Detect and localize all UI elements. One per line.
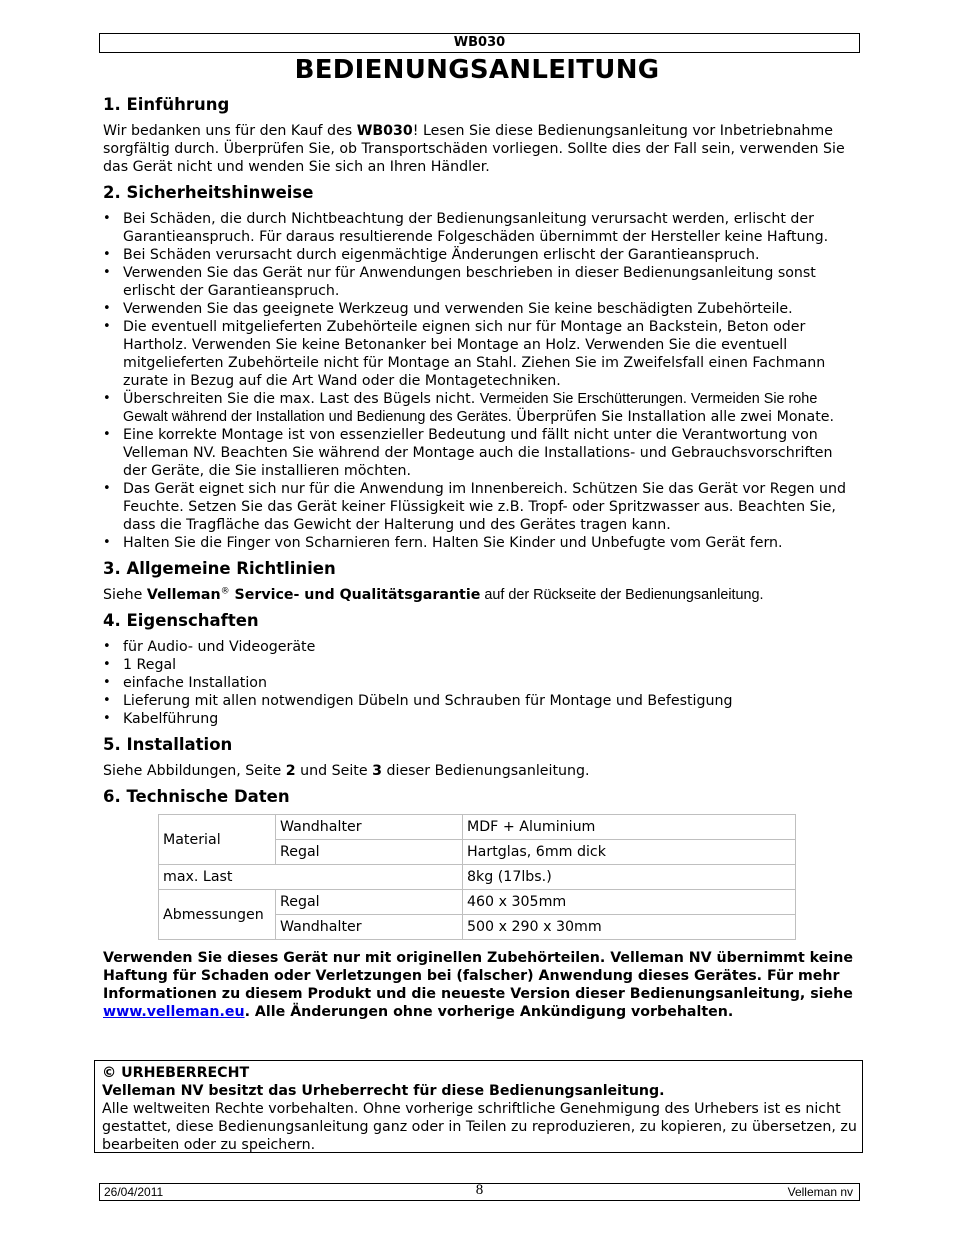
section-safety bbox=[103, 182, 855, 552]
list-item: • Das Gerät eignet sich nur für die Anwendung im Innenbereich. Schützen Sie das Gerät vor Regen und Feuchte. Setzen Sie das Gerät keiner Flüssigkeit wie z.B. Tropf- oder Spritzwasser aus. Beachten Sie, dass die Tragfläche das Gewicht der Halterung und des Gerätes tragen kann. bbox=[103, 480, 855, 534]
specs-table bbox=[158, 814, 796, 940]
section-specs bbox=[103, 786, 855, 940]
page-ref: 2 bbox=[285, 763, 296, 779]
list-item: • Die eventuell mitgelieferten Zubehörteile eignen sich nur für Montage an Backstein, Beton oder Hartholz. Verwenden Sie keine Betonanker bei Montage an Holz. Verwenden Sie die eventuell mitgelieferten Zubehörteile nicht für Montage an Stahl. Ziehen Sie im Zweifelsfall einen Fachmann zurate in Bezug auf die Art Wand oder die Montagetechniken. bbox=[103, 318, 855, 390]
table-cell: 500 x 290 x 30mm bbox=[463, 915, 796, 940]
list-item-text: Vermeiden Sie Erschütterungen. Vermeiden Sie rohe Gewalt während der Installation und Bedienung des Gerätes. bbox=[123, 391, 818, 425]
safety-list bbox=[103, 210, 855, 552]
intro-text-part: Wir bedanken uns für den Kauf des bbox=[103, 123, 357, 139]
list-item: • Bei Schäden verursacht durch eigenmächtige Änderungen erlischt der Garantieanspruch. bbox=[103, 246, 855, 264]
table-cell: Material bbox=[159, 815, 276, 865]
intro-text-part: ! Lesen Sie diese Bedienungsanleitung vor Inbetriebnahme sorgfältig durch. Überprüfen Sie, ob Transportschäden vorliegen. Sollte dies der Fall sein, verwenden Sie das Gerät nicht und wenden Sie sich an Ihren Händler. bbox=[103, 123, 845, 175]
table-cell: Abmessungen bbox=[159, 890, 276, 940]
intro-model: WB030 bbox=[356, 123, 413, 139]
list-item: • Eine korrekte Montage ist von essenzieller Bedeutung und fällt nicht unter die Verantwortung von Velleman NV. Beachten Sie während der Montage auch die Installations- und Gebrauchsvorschriften der Geräte, die Sie installieren möchten. bbox=[103, 426, 855, 480]
installation-text-part: und Seite bbox=[295, 763, 373, 779]
copyright-text: Alle weltweiten Rechte vorbehalten. Ohne vorherige schriftliche Genehmigung des Urhebers ist es nicht gestattet, diese Bedienungsanleitung ganz oder in Teilen zu reproduzieren, zu kopieren, zu übersetzen, zu bearbeiten oder zu speichern. bbox=[102, 1101, 857, 1153]
table-cell: MDF + Aluminium bbox=[463, 815, 796, 840]
header-model: WB030 bbox=[99, 33, 860, 53]
section-heading: 3. Allgemeine Richtlinien bbox=[103, 559, 336, 578]
velleman-website-link[interactable]: www.velleman.eu bbox=[103, 1004, 245, 1020]
footer bbox=[99, 1183, 860, 1201]
copyright-box bbox=[94, 1060, 863, 1153]
table-cell: Wandhalter bbox=[276, 815, 463, 840]
footer-company: Velleman nv bbox=[787, 1185, 853, 1199]
notice-text: Verwenden Sie dieses Gerät nur mit originellen Zubehörteilen. Velleman NV übernimmt keine Haftung für Schaden oder Verletzungen bei (falscher) Anwendung dieses Gerätes. Für mehr Informationen zu diesem Produkt und die neueste Version dieser Bedienungsanleitung, siehe bbox=[103, 950, 853, 1002]
usage-notice bbox=[103, 949, 855, 1021]
table-row bbox=[159, 890, 796, 915]
section-heading: 5. Installation bbox=[103, 735, 233, 754]
copyright-title: © URHEBERRECHT bbox=[102, 1065, 250, 1081]
list-item: • für Audio- und Videogeräte bbox=[103, 638, 855, 656]
list-item: • Verwenden Sie das Gerät nur für Anwendungen beschrieben in dieser Bedienungsanleitung sonst erlischt der Garantieanspruch. bbox=[103, 264, 855, 300]
section-features bbox=[103, 610, 855, 728]
features-list bbox=[103, 638, 855, 728]
section-heading: 1. Einführung bbox=[103, 95, 230, 114]
general-text-part: Siehe bbox=[103, 587, 147, 603]
list-item: • Lieferung mit allen notwendigen Dübeln und Schrauben für Montage und Befestigung bbox=[103, 692, 855, 710]
section-heading: 4. Eigenschaften bbox=[103, 611, 259, 630]
table-row bbox=[159, 815, 796, 840]
footer-date: 26/04/2011 bbox=[104, 1185, 164, 1199]
general-text-part: auf der Rückseite der Bedienungsanleitung. bbox=[480, 587, 764, 603]
installation-text bbox=[103, 762, 855, 780]
section-general bbox=[103, 558, 855, 604]
table-cell: max. Last bbox=[159, 865, 463, 890]
list-item: • 1 Regal bbox=[103, 656, 855, 674]
page-number: 8 bbox=[475, 1182, 484, 1198]
page-ref: 3 bbox=[372, 763, 382, 779]
table-cell: Regal bbox=[276, 890, 463, 915]
table-cell: 460 x 305mm bbox=[463, 890, 796, 915]
table-cell: 8kg (17lbs.) bbox=[463, 865, 796, 890]
section-intro bbox=[103, 94, 855, 176]
general-text bbox=[103, 586, 855, 604]
table-row bbox=[159, 865, 796, 890]
table-cell: Hartglas, 6mm dick bbox=[463, 840, 796, 865]
copyright-subtitle: Velleman NV besitzt das Urheberrecht für diese Bedienungsanleitung. bbox=[102, 1083, 665, 1099]
content bbox=[103, 94, 855, 1021]
page-title: BEDIENUNGSANLEITUNG bbox=[294, 55, 660, 85]
list-item: • Verwenden Sie das geeignete Werkzeug und verwenden Sie keine beschädigten Zubehörteile. bbox=[103, 300, 855, 318]
list-item-text: Überschreiten Sie die max. Last des Bügels nicht. bbox=[123, 391, 480, 407]
registered-mark: ® bbox=[220, 586, 230, 597]
notice-text: . Alle Änderungen ohne vorherige Ankündigung vorbehalten. bbox=[244, 1004, 734, 1020]
intro-text bbox=[103, 122, 855, 176]
section-heading: 6. Technische Daten bbox=[103, 787, 290, 806]
brand-name: Velleman bbox=[146, 587, 221, 603]
list-item bbox=[103, 390, 855, 426]
list-item: • Halten Sie die Finger von Scharnieren fern. Halten Sie Kinder und Unbefugte vom Gerät fern. bbox=[103, 534, 855, 552]
table-cell: Wandhalter bbox=[276, 915, 463, 940]
list-item-text: Überprüfen Sie Installation alle zwei Monate. bbox=[511, 409, 835, 425]
list-item: • Bei Schäden, die durch Nichtbeachtung der Bedienungsanleitung verursacht werden, erlischt der Garantieanspruch. Für daraus resultierende Folgeschäden übernimmt der Hersteller keine Haftung. bbox=[103, 210, 855, 246]
section-heading: 2. Sicherheitshinweise bbox=[103, 183, 314, 202]
list-item: • Kabelführung bbox=[103, 710, 855, 728]
table-cell: Regal bbox=[276, 840, 463, 865]
installation-text-part: dieser Bedienungsanleitung. bbox=[381, 763, 590, 779]
installation-text-part: Siehe Abbildungen, Seite bbox=[103, 763, 286, 779]
section-installation bbox=[103, 734, 855, 780]
list-item: • einfache Installation bbox=[103, 674, 855, 692]
general-bold-text: Service- und Qualitätsgarantie bbox=[229, 587, 481, 603]
